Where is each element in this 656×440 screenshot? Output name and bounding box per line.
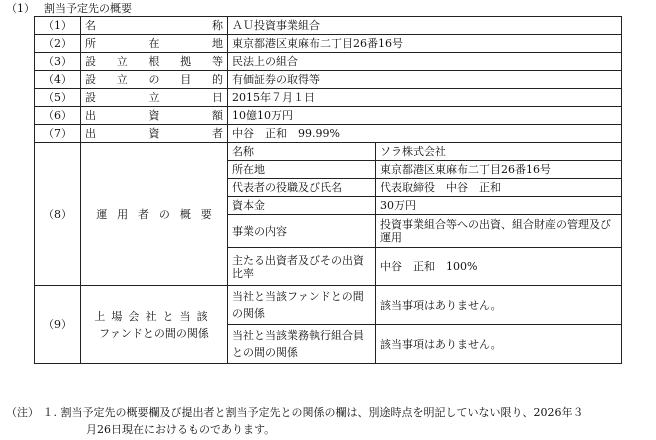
row-value: 2015年７月１日 [228, 89, 622, 107]
row-label [81, 71, 228, 89]
label-char: 日 [212, 91, 223, 104]
row-value: 10億10万円 [228, 107, 622, 125]
table-row [35, 71, 622, 89]
label-char: 所 [85, 37, 96, 50]
label-char: 設 [85, 91, 96, 104]
row-index: （3） [35, 53, 81, 71]
footnote-line-1: 割当予定先の概要欄及び提出者と割当予定先との関係の欄は、別途時点を明記していない限り、2026年３ [60, 406, 584, 419]
label-char: 立 [116, 73, 128, 86]
label-char: 設 [85, 55, 96, 68]
row-index: （5） [35, 89, 81, 107]
row-value: 東京都港区東麻布二丁目26番16号 [228, 35, 622, 53]
label-char: 出 [85, 109, 96, 122]
relation-item-value: 該当事項はありません。 [376, 286, 622, 325]
label-char: 的 [212, 73, 223, 86]
relation-key-line-2: 合員との間の関係 [232, 329, 364, 359]
table-row [35, 17, 622, 35]
label-char: 資 [148, 109, 160, 122]
row-value: 民法上の組合 [228, 53, 622, 71]
row-label-text [85, 55, 223, 68]
allottee-overview-table [34, 16, 622, 364]
label-char: 称 [212, 19, 223, 32]
operator-item-value: 投資事業組合等への出資、組合財産の管理及び運用 [376, 215, 622, 248]
label-char: 資 [148, 127, 160, 140]
operator-item-value: ソラ株式会社 [376, 143, 622, 161]
operator-item-key: 所在地 [228, 161, 376, 179]
operator-index: （8） [35, 143, 81, 286]
row-label [81, 89, 228, 107]
row-value: 有価証券の取得等 [228, 71, 622, 89]
operator-item-value: 代表取締役 中谷 正和 [376, 179, 622, 197]
section-number: （1） [6, 2, 35, 15]
row-label [81, 107, 228, 125]
row-value: ＡＵ投資事業組合 [228, 17, 622, 35]
label-char: 額 [212, 109, 223, 122]
label-char: の [148, 73, 160, 86]
row-label-text [85, 91, 223, 104]
operator-item-value: 東京都港区東麻布二丁目26番16号 [376, 161, 622, 179]
operator-item-key: 資本金 [228, 197, 376, 215]
label-char: 拠 [180, 55, 192, 68]
operator-item-value: 中谷 正和 100% [376, 248, 622, 286]
label-char: 出 [85, 127, 96, 140]
operator-item-key: 名称 [228, 143, 376, 161]
operator-item-value: 30万円 [376, 197, 622, 215]
row-label-text [85, 73, 223, 86]
table-row [35, 107, 622, 125]
table-row [35, 89, 622, 107]
row-label [81, 17, 228, 35]
footnote-line-2: 月26日現在におけるものであります。 [86, 423, 276, 436]
relation-label-line-2: ファンドとの間の関係 [99, 326, 209, 340]
operator-item-key: 事業の内容 [228, 215, 376, 248]
table-row [35, 53, 622, 71]
footnote-prefix: （注） [6, 406, 39, 419]
row-index: （6） [35, 107, 81, 125]
label-char: 名 [85, 19, 96, 32]
row-value: 中谷 正和 99.99% [228, 125, 622, 143]
section-heading [6, 2, 132, 16]
row-label-text [85, 127, 223, 140]
relation-label-line-1: 上場会社と当該 [94, 309, 214, 323]
operator-item-key: 代表者の役職及び氏名 [228, 179, 376, 197]
row-index: （4） [35, 71, 81, 89]
row-label [81, 125, 228, 143]
relation-item-key [228, 325, 376, 364]
label-char: 設 [85, 73, 96, 86]
operator-label [81, 143, 228, 286]
row-index: （2） [35, 35, 81, 53]
operator-label-text: 運用者の概要 [96, 207, 222, 221]
row-label-text [85, 109, 223, 122]
table-row [35, 286, 622, 325]
table-body [35, 17, 622, 364]
label-char: 目 [180, 73, 192, 86]
relation-item-value: 該当事項はありません。 [376, 325, 622, 364]
relation-item-key [228, 286, 376, 325]
relation-key-line-2: の間の関係 [232, 290, 364, 320]
row-index: （1） [35, 17, 81, 35]
label-char: 等 [212, 55, 223, 68]
row-label [81, 53, 228, 71]
label-char: 地 [212, 37, 223, 50]
label-char: 在 [148, 37, 160, 50]
relation-key-line-1: 当社と当該業務執行組 [232, 329, 342, 342]
row-label [81, 35, 228, 53]
label-char: 者 [212, 127, 223, 140]
row-label-text [85, 19, 223, 32]
label-char: 立 [116, 55, 128, 68]
footnote [6, 404, 646, 438]
relation-key-line-1: 当社と当該ファンドと [232, 290, 342, 303]
row-label-text [85, 37, 223, 50]
label-char: 立 [148, 91, 160, 104]
label-char: 根 [148, 55, 160, 68]
table-row [35, 35, 622, 53]
table-row [35, 125, 622, 143]
table-row [35, 143, 622, 161]
footnote-number: １. [42, 406, 57, 419]
relation-label [81, 286, 228, 364]
relation-index: （9） [35, 286, 81, 364]
section-title: 割当予定先の概要 [44, 2, 132, 15]
row-index: （7） [35, 125, 81, 143]
operator-item-key: 主たる出資者及びその出資比率 [228, 248, 376, 286]
